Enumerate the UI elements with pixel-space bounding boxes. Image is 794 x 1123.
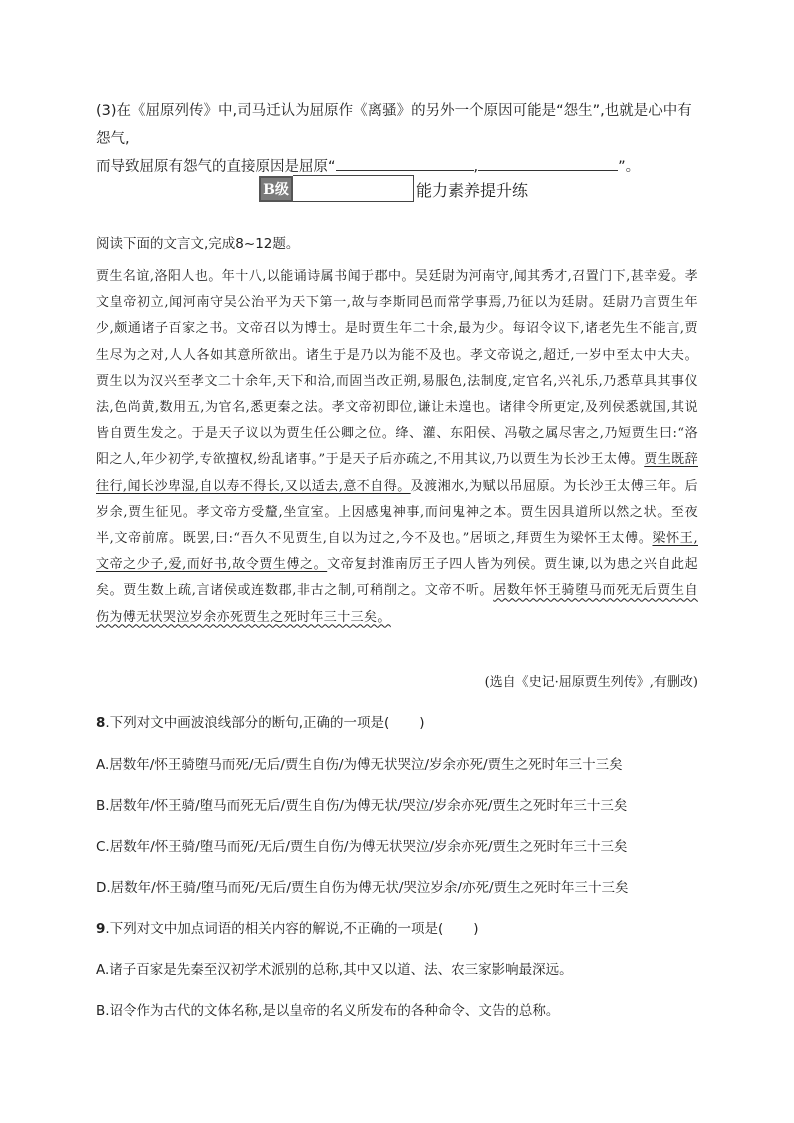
question-9-paren-close: ) (473, 921, 479, 937)
blank-separator: , (473, 159, 479, 175)
question-3-prefix: 而导致屈原有怨气的直接原因是屈原“ (96, 159, 336, 175)
passage-text-1: 贾生名谊,洛阳人也。年十八,以能诵诗属书闻于郡中。吴廷尉为河南守,闻其秀才,召置门下,甚幸爱。孝文皇帝初立,闻河南守吴公治平为天下第一,故与李斯同邑而常学事焉,乃征以为廷尉。廷尉乃言贾生年少,颇通诸子百家之书。文帝召以为博士。是时贾生年二十余,最为少。每诏令议下,诸老先生不能言,贾生尽为之对,人人各如其意所欲出。诸生于是乃以为能不及也。孝文帝说之,超迁,一岁中至太中大夫。贾生以为汉兴至孝文二十余年,天下和洽,而固当改正朔,易服色,法制度,定官名,兴礼乐,乃悉草具其事仪法,色尚黄,数用五,为官名,悉更秦之法。孝文帝初即位,谦让未遑也。诸律令所更定,及列侯悉就国,其说皆自贾生发之。于是天子议以为贾生任公卿之位。绛、灌、东阳侯、冯敬之属尽害之,乃短贾生曰:“洛阳之人,年少初学,专欲擅权,纷乱诸事。”于是天子后亦疏之,不用其议,乃以贾生为长沙王太傅。 (96, 269, 698, 468)
question-3 (96, 97, 698, 181)
answer-blank-2[interactable] (478, 156, 618, 171)
section-header-box (293, 175, 414, 202)
passage-text-2: 及渡湘水,为赋以吊屈原。为长沙王太傅三年。后岁余,贾生征见。孝文帝方受釐,坐宣室。上因感鬼神事,而问鬼神之本。贾生因具道所以然之状。至夜半,文帝前席。既罢,曰:“吾久不见贾生,自以为过之,今不及也。”居顷之,拜贾生为梁怀王太傅。 (96, 478, 699, 547)
question-9-option-b[interactable]: B.诏令作为古代的文体名称,是以皇帝的名义所发布的各种命令、文告的总称。 (96, 1003, 560, 1019)
question-8-option-c[interactable]: C.居数年/怀王骑/堕马而死/无后/贾生自伤/为傅无状哭泣/岁余亦死/贾生之死时年三十三矣 (96, 839, 628, 855)
question-9-option-a[interactable]: A.诸子百家是先秦至汉初学术派别的总称,其中又以道、法、农三家影响最深远。 (96, 962, 573, 978)
question-9-number: 9 (96, 921, 106, 937)
passage-text-3: 文帝复封淮南厉王子四人皆为列侯。贾生谏,以为患之兴自此起矣。贾生数上疏,言诸侯或连数郡,非古之制,可稍削之。文帝不听。 (96, 557, 698, 599)
level-badge: B级 (259, 176, 293, 202)
question-3-line-1: (3)在《屈原列传》中,司马迁认为屈原作《离骚》的另外一个原因可能是“怨生”,也就是心中有怨气, (96, 103, 692, 147)
underlined-sentence-1: 贾生既辞往行,闻长沙卑湿,自以寿不得长,又以适去,意不自得。 (96, 452, 698, 494)
question-8-option-b[interactable]: B.居数年/怀王骑/堕马而死无后/贾生自伤/为傅无状/哭泣/岁余亦死/贾生之死时年三十三矣 (96, 798, 628, 814)
question-9-text: .下列对文中加点词语的相关内容的解说,不正确的一项是( (105, 921, 444, 937)
question-3-suffix: ”。 (618, 159, 641, 175)
classical-passage (96, 264, 698, 631)
question-8-text: .下列对文中画波浪线部分的断句,正确的一项是( (105, 715, 390, 731)
answer-blank-1[interactable] (336, 156, 474, 171)
underlined-sentence-2: 梁怀王,文帝之少子,爱,而好书,故令贾生傅之。 (96, 531, 698, 573)
question-8-option-d[interactable]: D.居数年/怀王骑/堕马而死/无后/贾生自伤为傅无状/哭泣岁余/亦死/贾生之死时年三十三矣 (96, 880, 629, 896)
question-9-stem (96, 917, 698, 937)
section-header (259, 174, 528, 202)
question-8-number: 8 (96, 715, 106, 731)
question-8-stem (96, 711, 698, 731)
section-title: 能力素养提升练 (416, 181, 529, 200)
question-8-paren-close: ) (419, 715, 425, 731)
wavy-underlined-sentence: 居数年怀王骑堕马而死无后贾生自伤为傅无状哭泣岁余亦死贾生之死时年三十三矣。 (96, 583, 698, 625)
question-8-option-a[interactable]: A.居数年/怀王骑堕马而死/无后/贾生自伤/为傅无状哭泣/岁余亦死/贾生之死时年三十三矣 (96, 757, 623, 773)
passage-source: (选自《史记·屈原贾生列传》,有删改) (484, 675, 698, 690)
reading-instruction: 阅读下面的文言文,完成8~12题。 (96, 236, 300, 252)
